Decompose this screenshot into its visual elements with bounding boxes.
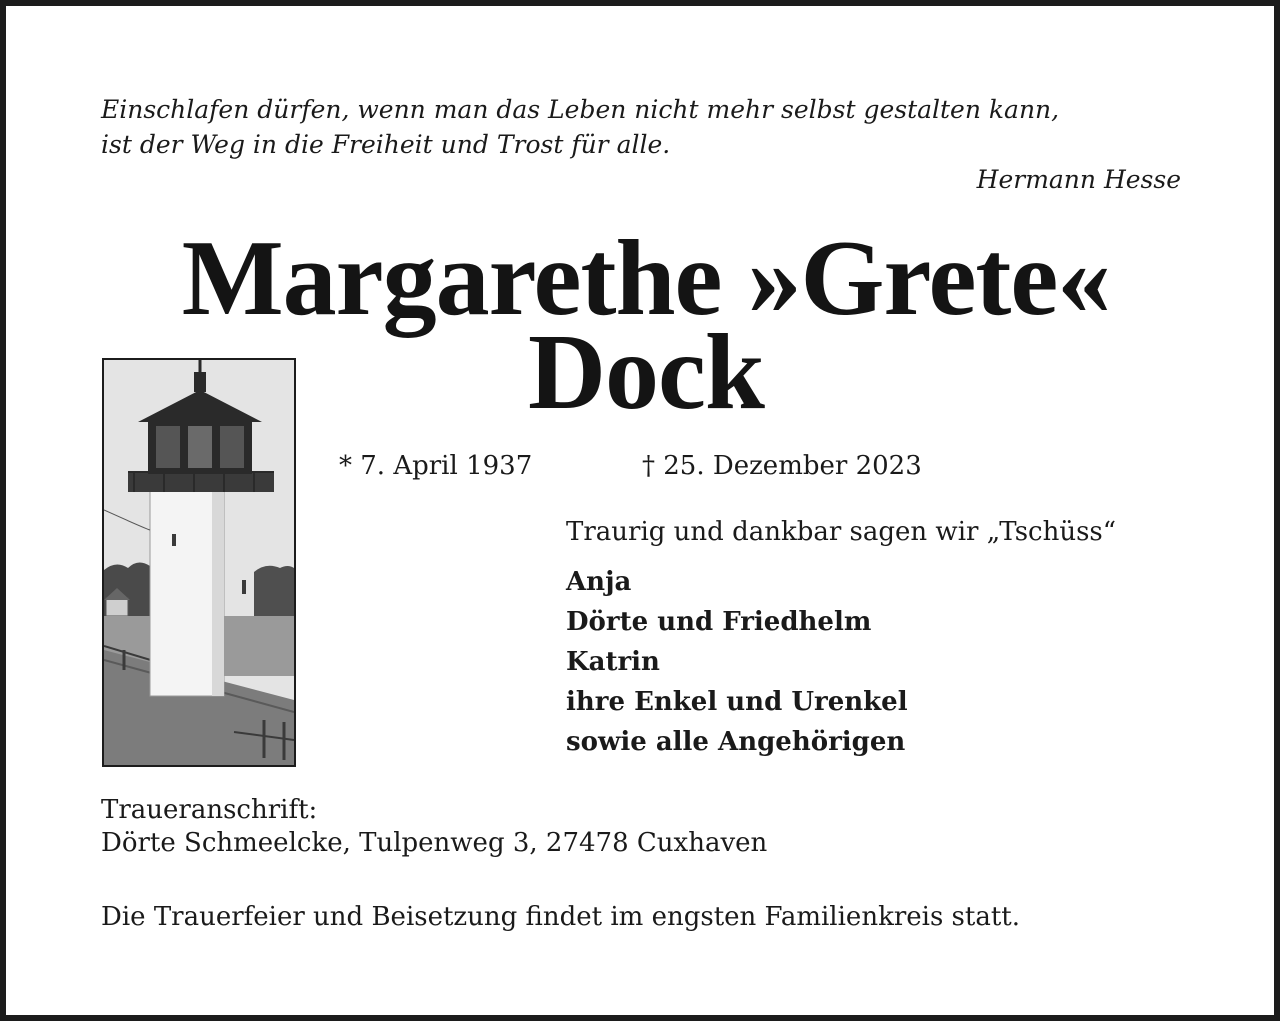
funeral-note: Die Trauerfeier und Beisetzung findet im engsten Familienkreis statt.: [101, 902, 1021, 932]
deceased-name-line-1: Margarethe »Grete«: [181, 219, 1111, 338]
mourning-address: [101, 794, 767, 860]
death-date: † 25. Dezember 2023: [642, 451, 922, 481]
mourner-name: Dörte und Friedhelm: [566, 607, 872, 637]
quote-author: Hermann Hesse: [976, 165, 1181, 194]
mourners-list: [566, 562, 908, 762]
deceased-name-line-2: Dock: [528, 313, 764, 432]
address-line: Dörte Schmeelcke, Tulpenweg 3, 27478 Cuxhaven: [101, 828, 768, 858]
mourner-name: ihre Enkel und Urenkel: [566, 687, 908, 717]
quote: [101, 92, 1193, 162]
mourner-name: Anja: [566, 567, 632, 597]
mourners-intro: Traurig und dankbar sagen wir „Tschüss“: [566, 517, 1117, 547]
address-label: Traueranschrift:: [101, 795, 318, 825]
lighthouse-icon: [104, 360, 294, 765]
mourner-name: Katrin: [566, 647, 660, 677]
quote-line-2: ist der Weg in die Freiheit und Trost für alle.: [101, 130, 671, 159]
mourner-name: sowie alle Angehörigen: [566, 727, 906, 757]
quote-line-1: Einschlafen dürfen, wenn man das Leben nicht mehr selbst gestalten kann,: [101, 95, 1060, 124]
lighthouse-photo: [102, 358, 296, 767]
birth-date: * 7. April 1937: [339, 451, 533, 481]
